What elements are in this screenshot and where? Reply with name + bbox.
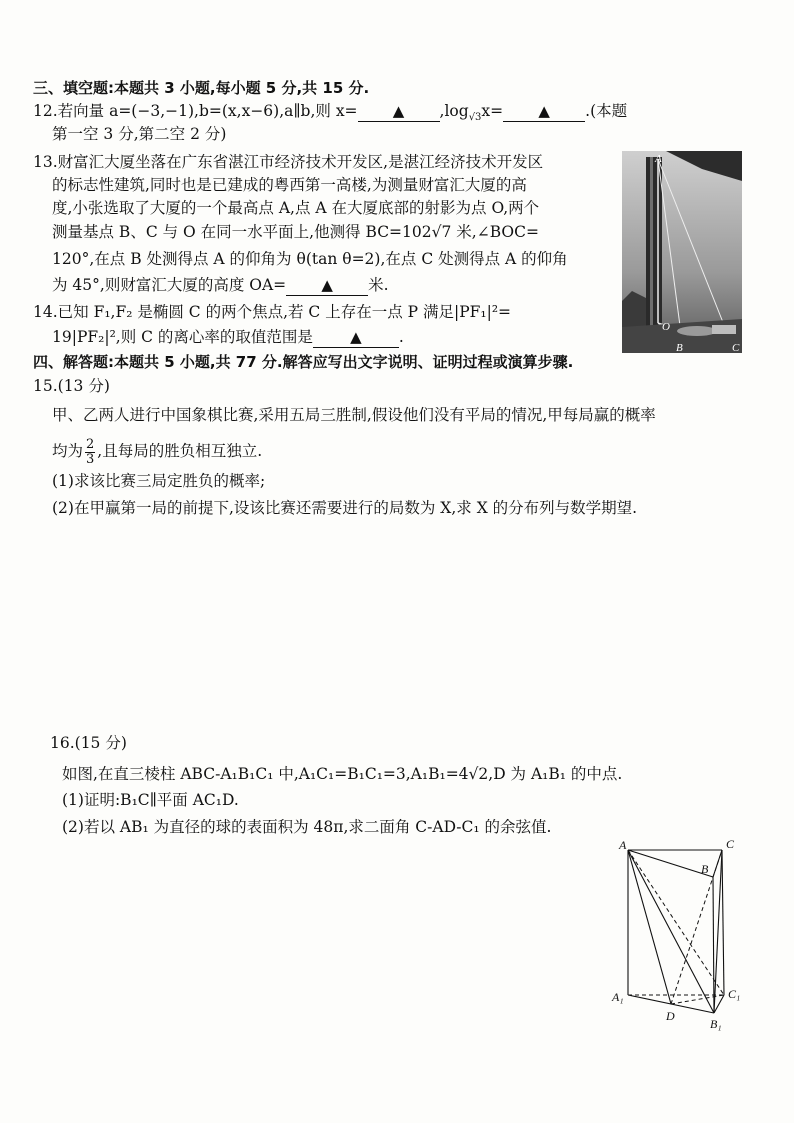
edge-cc1 <box>722 850 724 995</box>
q12-blank-2[interactable] <box>503 101 585 122</box>
prism-diagram <box>600 835 760 1035</box>
q14-text-a: 19|PF₂|²,则 C 的离心率的取值范围是 <box>52 328 313 346</box>
q15-part2: (2)在甲赢第一局的前提下,设该比赛还需要进行的局数为 X,求 X 的分布列与数学期望. <box>52 499 638 517</box>
segment-ac1-hidden <box>628 850 724 995</box>
segment-cb1 <box>714 850 722 1013</box>
fraction-denominator: 3 <box>86 451 95 467</box>
q12-log-base: √3 <box>468 112 482 124</box>
triangle-marker-icon: ▲ <box>392 102 405 120</box>
figure-label-b: B <box>701 862 709 876</box>
figure-label-c1: C₁ <box>728 987 741 1001</box>
figure-label-c: C <box>726 837 735 851</box>
q13-text-b: 米. <box>368 276 389 294</box>
q13-blank[interactable] <box>286 275 368 296</box>
answer-section-heading: 四、解答题:本题共 5 小题,共 77 分.解答应写出文字说明、证明过程或演算步骤. <box>33 353 574 371</box>
building-photo-illustration <box>622 151 742 353</box>
figure-label-a: A <box>619 838 627 852</box>
q16-part2: (2)若以 AB₁ 为直径的球的表面积为 48π,求二面角 C-AD-C₁ 的余弦值. <box>62 818 552 836</box>
segment-ad <box>628 850 671 1004</box>
q15-header: 15.(13 分) <box>33 377 110 395</box>
q14-line2 <box>52 327 404 348</box>
fill-section-heading: 三、填空题:本题共 3 小题,每小题 5 分,共 15 分. <box>33 79 370 97</box>
figure-label-b1: B₁ <box>710 1017 722 1031</box>
prism-figure <box>600 835 760 1035</box>
triangle-marker-icon: ▲ <box>538 102 550 120</box>
edge-bb1 <box>713 877 714 1013</box>
fraction-two-thirds <box>85 438 95 467</box>
photo-label-o: O <box>662 321 670 333</box>
building-photo <box>622 151 742 353</box>
photo-label-c: C <box>732 342 740 353</box>
q12-text-d: .(本题 <box>585 102 628 120</box>
q12-text-b: ,log <box>439 102 469 120</box>
photo-label-a: A <box>655 153 662 165</box>
q13-line3: 度,小张选取了大厦的一个最高点 A,点 A 在大厦底部的射影为点 O,两个 <box>52 199 540 217</box>
q15-text-a: 均为 <box>52 442 84 460</box>
q13-line4: 测量基点 B、C 与 O 在同一水平面上,他测得 BC=102√7 米,∠BOC= <box>52 223 539 241</box>
q15-text-b: ,且每局的胜负相互独立. <box>97 442 263 460</box>
triangle-marker-icon: ▲ <box>321 276 333 294</box>
q12-text-a: 12.若向量 a=(−3,−1),b=(x,x−6),a∥b,则 x= <box>33 102 358 120</box>
photo-label-b: B <box>676 342 683 353</box>
q16-part1: (1)证明:B₁C∥平面 AC₁D. <box>62 791 239 809</box>
figure-label-a1: A₁ <box>612 990 624 1004</box>
triangle-marker-icon: ▲ <box>350 328 362 346</box>
q13-line1: 13.财富汇大厦坐落在广东省湛江市经济技术开发区,是湛江经济技术开发区 <box>33 153 544 171</box>
q14-blank[interactable] <box>313 327 399 348</box>
q13-line5: 120°,在点 B 处测得点 A 的仰角为 θ(tan θ=2),在点 C 处测得点 A 的仰角 <box>52 250 568 268</box>
q12-line2: 第一空 3 分,第二空 2 分) <box>52 125 227 143</box>
q14-line1: 14.已知 F₁,F₂ 是椭圆 C 的两个焦点,若 C 上存在一点 P 满足|PF₁|²= <box>33 303 512 321</box>
q13-text-a: 为 45°,则财富汇大厦的高度 OA= <box>52 276 287 294</box>
q12-text-c: x= <box>481 102 504 120</box>
fraction-numerator: 2 <box>86 436 95 452</box>
q15-line1: 甲、乙两人进行中国象棋比赛,采用五局三胜制,假设他们没有平局的情况,甲每局赢的概率 <box>52 406 656 424</box>
q15-part1: (1)求该比赛三局定胜负的概率; <box>52 472 266 490</box>
edge-b1c1 <box>714 995 724 1013</box>
q15-line2 <box>52 434 262 468</box>
q12-blank-1[interactable] <box>358 101 440 122</box>
segment-dc1-hidden <box>671 995 724 1004</box>
q13-line2: 的标志性建筑,同时也是已建成的粤西第一高楼,为测量财富汇大厦的高 <box>52 176 527 194</box>
figure-label-d: D <box>666 1009 675 1023</box>
q16-header: 16.(15 分) <box>50 734 127 752</box>
q13-line6 <box>52 275 389 296</box>
q16-line1: 如图,在直三棱柱 ABC-A₁B₁C₁ 中,A₁C₁=B₁C₁=3,A₁B₁=4√2,D 为 A₁B₁ 的中点. <box>62 765 623 783</box>
q14-text-b: . <box>398 328 404 346</box>
